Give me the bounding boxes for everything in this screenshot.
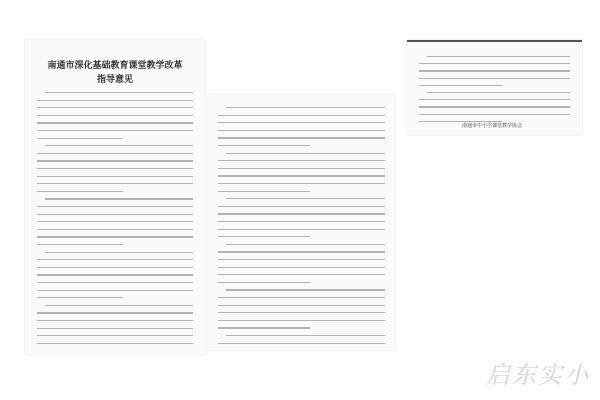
- text-line: [37, 153, 193, 154]
- text-line: [37, 320, 193, 321]
- text-line: [218, 145, 310, 146]
- text-line: [37, 236, 193, 237]
- text-line: [218, 115, 385, 116]
- text-line: [37, 100, 193, 101]
- text-line: [226, 289, 385, 290]
- text-line: [37, 138, 123, 139]
- text-line: [45, 92, 193, 93]
- text-line: [419, 70, 570, 71]
- text-line: [37, 267, 193, 268]
- text-line: [218, 206, 385, 207]
- text-line: [226, 244, 385, 245]
- text-line: [37, 122, 193, 123]
- text-line: [218, 320, 385, 321]
- page-top-rule: [407, 40, 582, 42]
- text-line: [226, 198, 385, 199]
- text-line: [218, 137, 385, 138]
- text-line: [37, 328, 193, 329]
- text-line: [37, 335, 193, 336]
- text-line: [419, 85, 502, 86]
- text-line: [37, 176, 193, 177]
- text-line: [218, 168, 385, 169]
- text-line: [218, 221, 385, 222]
- text-line: [37, 191, 123, 192]
- document-page-left: [25, 40, 205, 355]
- text-line: [218, 175, 385, 176]
- text-line: [218, 267, 385, 268]
- text-line: [45, 198, 193, 199]
- text-line: [37, 312, 193, 313]
- text-line: [218, 236, 310, 237]
- text-line: [37, 214, 193, 215]
- document-title-line2: 指导意见: [96, 75, 133, 85]
- text-line: [419, 99, 570, 100]
- text-line: [218, 297, 385, 298]
- text-line: [218, 259, 385, 260]
- document-page-middle: [208, 95, 395, 350]
- text-line: [218, 213, 385, 214]
- text-line: [218, 160, 385, 161]
- text-line: [427, 56, 570, 57]
- text-line: [37, 274, 193, 275]
- text-line: [427, 92, 570, 93]
- text-line: [226, 153, 385, 154]
- text-line: [218, 183, 385, 184]
- text-line: [37, 221, 193, 222]
- text-line: [37, 259, 193, 260]
- text-line: [218, 274, 385, 275]
- text-line: [45, 305, 193, 306]
- document-page-right: [407, 40, 582, 135]
- text-line: [37, 290, 193, 291]
- text-line: [37, 282, 193, 283]
- text-line: [37, 229, 193, 230]
- text-line: [37, 297, 123, 298]
- text-line: [218, 305, 385, 306]
- text-line: [45, 252, 193, 253]
- text-line: [218, 327, 310, 328]
- text-line: [419, 114, 570, 115]
- text-line: [218, 251, 385, 252]
- text-line: [37, 107, 193, 108]
- text-line: [218, 229, 385, 230]
- text-line: [226, 335, 385, 336]
- text-line: [37, 343, 193, 344]
- text-line: [37, 130, 193, 131]
- document-title-line1: 南通市深化基础教育课堂教学改革: [47, 61, 183, 71]
- text-line: [37, 160, 193, 161]
- text-line: [218, 122, 385, 123]
- text-line: [226, 107, 385, 108]
- text-line: [419, 106, 570, 107]
- text-line: [218, 343, 385, 344]
- text-line: [37, 183, 193, 184]
- text-line: [218, 282, 310, 283]
- text-line: [218, 130, 385, 131]
- text-line: [37, 244, 123, 245]
- document-signature-block: 南通市中小学课堂教学协会: [462, 123, 523, 129]
- text-line: [37, 206, 193, 207]
- text-line: [419, 63, 570, 64]
- text-line: [37, 168, 193, 169]
- text-line: [37, 115, 193, 116]
- text-line: [45, 145, 193, 146]
- text-line: [419, 78, 570, 79]
- text-line: [218, 312, 385, 313]
- watermark-text: 启东实小: [486, 361, 590, 389]
- text-line: [218, 191, 310, 192]
